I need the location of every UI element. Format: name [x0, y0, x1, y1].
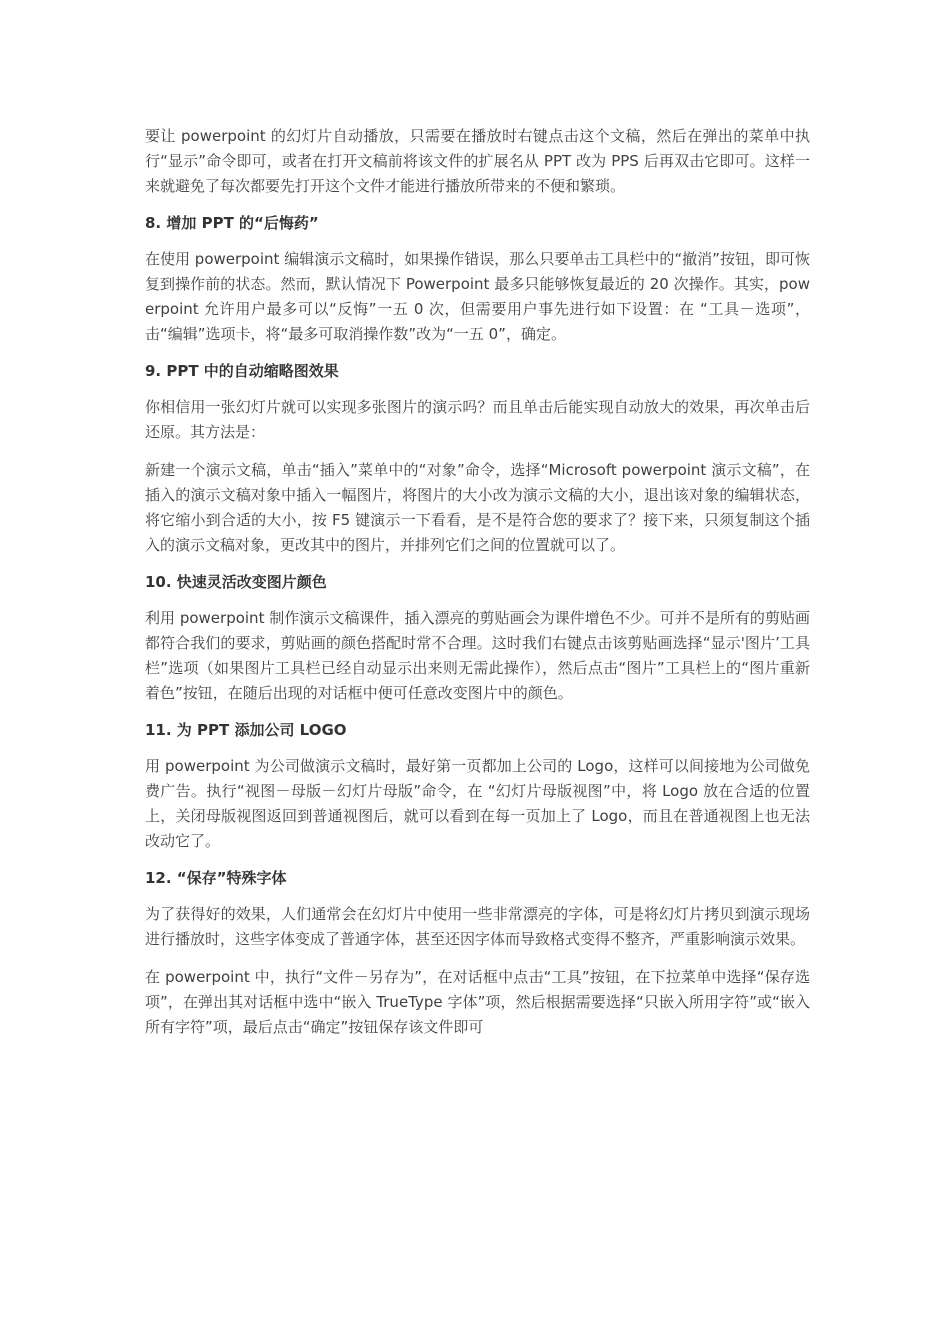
paragraph-fonts-problem: 为了获得好的效果，人们通常会在幻灯片中使用一些非常漂亮的字体，可是将幻灯片拷贝到演示现场进行播放时，这些字体变成了普通字体，甚至还因字体而导致格式变得不整齐，严重影响演示效果。: [145, 905, 810, 948]
paragraph-logo: 用 powerpoint 为公司做演示文稿时，最好第一页都加上公司的 Logo，这样可以间接地为公司做免费广告。执行“视图－母版－幻灯片母版”命令，在 “幻灯片母版视图”中，将 Logo 放在合适的位置上，关闭母版视图返回到普通视图后，就可以看到在每一页加上了 Logo，而且在普通视图上也无法改动它了。: [145, 757, 810, 850]
paragraph-recolor: 利用 powerpoint 制作演示文稿课件，插入漂亮的剪贴画会为课件增色不少。可并不是所有的剪贴画都符合我们的要求，剪贴画的颜色搭配时常不合理。这时我们右键点击该剪贴画选择“显示'图片’工具栏”选项（如果图片工具栏已经自动显示出来则无需此操作），然后点击“图片”工具栏上的“图片重新着色”按钮，在随后出现的对话框中便可任意改变图片中的颜色。: [145, 609, 810, 702]
heading-8-undo: 8. 增加 PPT 的“后悔药”: [145, 214, 319, 232]
paragraph-thumbnail-intro: 你相信用一张幻灯片就可以实现多张图片的演示吗？而且单击后能实现自动放大的效果，再次单击后还原。其方法是：: [145, 398, 810, 441]
heading-12-fonts: 12. “保存”特殊字体: [145, 869, 287, 887]
heading-10-recolor: 10. 快速灵活改变图片颜色: [145, 573, 327, 591]
paragraph-autoplay: 要让 powerpoint 的幻灯片自动播放，只需要在播放时右键点击这个文稿，然后在弹出的菜单中执行“显示”命令即可，或者在打开文稿前将该文件的扩展名从 PPT 改为 PPS 后再双击它即可。这样一来就避免了每次都要先打开这个文件才能进行播放所带来的不便和繁琐。: [145, 127, 810, 195]
paragraph-thumbnail-steps: 新建一个演示文稿，单击“插入”菜单中的“对象”命令，选择“Microsoft powerpoint 演示文稿”，在插入的演示文稿对象中插入一幅图片，将图片的大小改为演示文稿的大小，退出该对象的编辑状态，将它缩小到合适的大小，按 F5 键演示一下看看，是不是符合您的要求了？接下来，只须复制这个插入的演示文稿对象，更改其中的图片，并排列它们之间的位置就可以了。: [145, 461, 810, 554]
heading-11-logo: 11. 为 PPT 添加公司 LOGO: [145, 721, 347, 739]
paragraph-fonts-solution: 在 powerpoint 中，执行“文件－另存为”，在对话框中点击“工具”按钮，在下拉菜单中选择“保存选项”，在弹出其对话框中选中“嵌入 TrueType 字体”项，然后根据需要选择“只嵌入所用字符”或“嵌入所有字符”项，最后点击“确定”按钮保存该文件即可: [145, 968, 810, 1036]
heading-9-thumbnail: 9. PPT 中的自动缩略图效果: [145, 362, 339, 380]
paragraph-undo: 在使用 powerpoint 编辑演示文稿时，如果操作错误，那么只要单击工具栏中的“撤消”按钮，即可恢复到操作前的状态。然而，默认情况下 Powerpoint 最多只能够恢复最近的 20 次操作。其实，powerpoint 允许用户最多可以“反悔”一五 0 次，但需要用户事先进行如下设置：在 “工具－选项”，击“编辑”选项卡，将“最多可取消操作数”改为“一五 0”，确定。: [145, 250, 810, 343]
document-page: [145, 124, 810, 1053]
